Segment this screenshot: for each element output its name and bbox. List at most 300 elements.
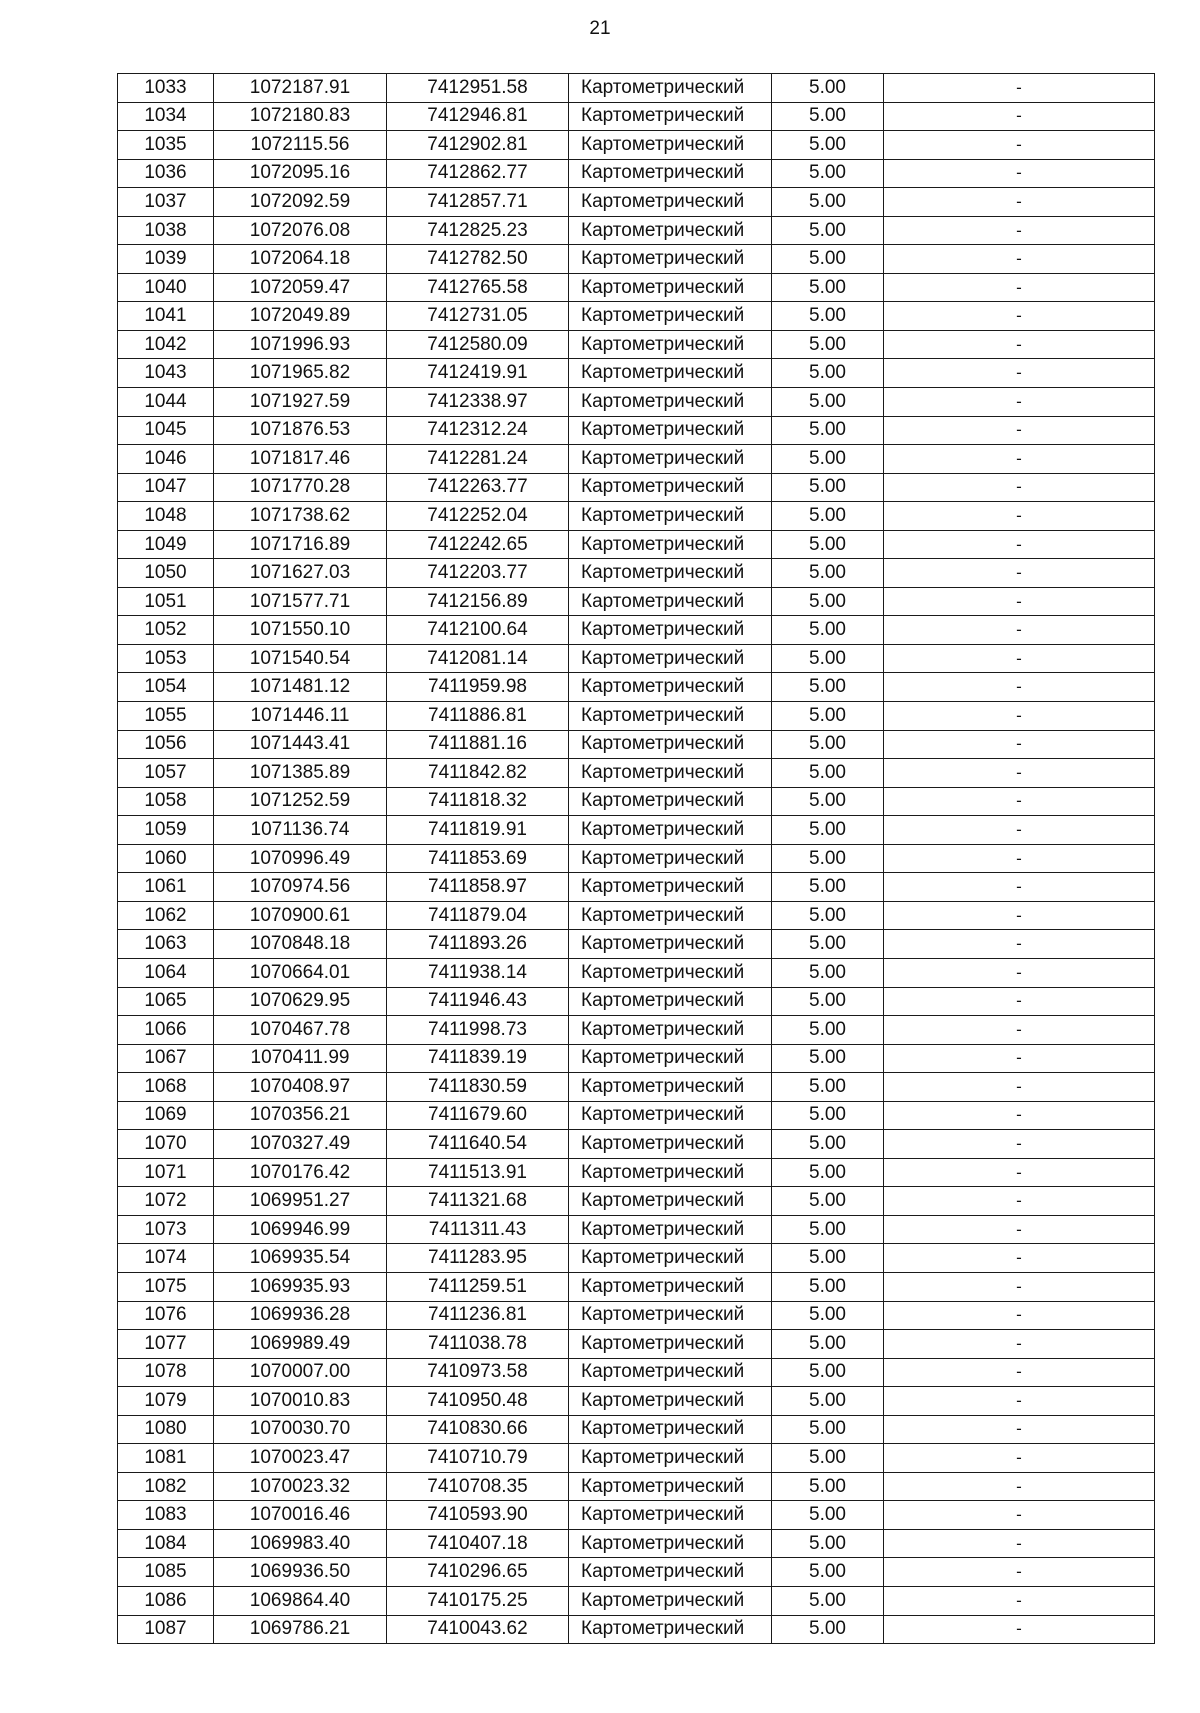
method-cell: Картометрический bbox=[569, 759, 772, 788]
method-cell: Картометрический bbox=[569, 1130, 772, 1159]
method-cell: Картометрический bbox=[569, 1615, 772, 1644]
page-number: 21 bbox=[589, 18, 611, 39]
table-row bbox=[118, 188, 1155, 217]
point-number-cell: 1086 bbox=[118, 1586, 214, 1615]
x-coordinate-cell: 1070408.97 bbox=[214, 1073, 387, 1102]
accuracy-cell: 5.00 bbox=[772, 1387, 884, 1416]
x-coordinate-cell: 1071627.03 bbox=[214, 559, 387, 588]
x-coordinate-cell: 1070411.99 bbox=[214, 1044, 387, 1073]
table-row bbox=[118, 616, 1155, 645]
x-coordinate-cell: 1071446.11 bbox=[214, 702, 387, 731]
note-cell: - bbox=[884, 1501, 1155, 1530]
accuracy-cell: 5.00 bbox=[772, 1301, 884, 1330]
coordinates-table bbox=[117, 73, 1155, 1644]
x-coordinate-cell: 1070974.56 bbox=[214, 873, 387, 902]
table-row bbox=[118, 1215, 1155, 1244]
note-cell: - bbox=[884, 1558, 1155, 1587]
y-coordinate-cell: 7412338.97 bbox=[387, 388, 569, 417]
x-coordinate-cell: 1071817.46 bbox=[214, 445, 387, 474]
method-cell: Картометрический bbox=[569, 530, 772, 559]
note-cell: - bbox=[884, 1244, 1155, 1273]
x-coordinate-cell: 1070023.32 bbox=[214, 1472, 387, 1501]
y-coordinate-cell: 7410043.62 bbox=[387, 1615, 569, 1644]
method-cell: Картометрический bbox=[569, 1272, 772, 1301]
table-row bbox=[118, 1501, 1155, 1530]
y-coordinate-cell: 7411038.78 bbox=[387, 1330, 569, 1359]
accuracy-cell: 5.00 bbox=[772, 1187, 884, 1216]
point-number-cell: 1066 bbox=[118, 1016, 214, 1045]
note-cell: - bbox=[884, 930, 1155, 959]
x-coordinate-cell: 1070467.78 bbox=[214, 1016, 387, 1045]
note-cell: - bbox=[884, 1358, 1155, 1387]
method-cell: Картометрический bbox=[569, 1444, 772, 1473]
note-cell: - bbox=[884, 245, 1155, 274]
note-cell: - bbox=[884, 1529, 1155, 1558]
x-coordinate-cell: 1071550.10 bbox=[214, 616, 387, 645]
note-cell: - bbox=[884, 1387, 1155, 1416]
point-number-cell: 1077 bbox=[118, 1330, 214, 1359]
method-cell: Картометрический bbox=[569, 188, 772, 217]
y-coordinate-cell: 7411259.51 bbox=[387, 1272, 569, 1301]
accuracy-cell: 5.00 bbox=[772, 330, 884, 359]
accuracy-cell: 5.00 bbox=[772, 587, 884, 616]
y-coordinate-cell: 7410950.48 bbox=[387, 1387, 569, 1416]
point-number-cell: 1060 bbox=[118, 844, 214, 873]
table-row bbox=[118, 74, 1155, 103]
point-number-cell: 1064 bbox=[118, 958, 214, 987]
method-cell: Картометрический bbox=[569, 216, 772, 245]
point-number-cell: 1061 bbox=[118, 873, 214, 902]
accuracy-cell: 5.00 bbox=[772, 473, 884, 502]
table-row bbox=[118, 1444, 1155, 1473]
x-coordinate-cell: 1072064.18 bbox=[214, 245, 387, 274]
note-cell: - bbox=[884, 759, 1155, 788]
x-coordinate-cell: 1069983.40 bbox=[214, 1529, 387, 1558]
accuracy-cell: 5.00 bbox=[772, 901, 884, 930]
accuracy-cell: 5.00 bbox=[772, 74, 884, 103]
table-row bbox=[118, 273, 1155, 302]
table-row bbox=[118, 473, 1155, 502]
x-coordinate-cell: 1071481.12 bbox=[214, 673, 387, 702]
accuracy-cell: 5.00 bbox=[772, 245, 884, 274]
note-cell: - bbox=[884, 1187, 1155, 1216]
note-cell: - bbox=[884, 530, 1155, 559]
y-coordinate-cell: 7412312.24 bbox=[387, 416, 569, 445]
point-number-cell: 1045 bbox=[118, 416, 214, 445]
x-coordinate-cell: 1070023.47 bbox=[214, 1444, 387, 1473]
method-cell: Картометрический bbox=[569, 502, 772, 531]
point-number-cell: 1073 bbox=[118, 1215, 214, 1244]
accuracy-cell: 5.00 bbox=[772, 673, 884, 702]
point-number-cell: 1074 bbox=[118, 1244, 214, 1273]
point-number-cell: 1085 bbox=[118, 1558, 214, 1587]
note-cell: - bbox=[884, 131, 1155, 160]
point-number-cell: 1037 bbox=[118, 188, 214, 217]
y-coordinate-cell: 7412951.58 bbox=[387, 74, 569, 103]
table-row bbox=[118, 1558, 1155, 1587]
accuracy-cell: 5.00 bbox=[772, 416, 884, 445]
note-cell: - bbox=[884, 1044, 1155, 1073]
accuracy-cell: 5.00 bbox=[772, 730, 884, 759]
method-cell: Картометрический bbox=[569, 388, 772, 417]
accuracy-cell: 5.00 bbox=[772, 759, 884, 788]
method-cell: Картометрический bbox=[569, 1158, 772, 1187]
note-cell: - bbox=[884, 702, 1155, 731]
point-number-cell: 1047 bbox=[118, 473, 214, 502]
method-cell: Картометрический bbox=[569, 1044, 772, 1073]
method-cell: Картометрический bbox=[569, 1301, 772, 1330]
point-number-cell: 1067 bbox=[118, 1044, 214, 1073]
table-row bbox=[118, 1387, 1155, 1416]
note-cell: - bbox=[884, 1130, 1155, 1159]
y-coordinate-cell: 7412252.04 bbox=[387, 502, 569, 531]
note-cell: - bbox=[884, 730, 1155, 759]
table-row bbox=[118, 1244, 1155, 1273]
table-row bbox=[118, 1272, 1155, 1301]
y-coordinate-cell: 7411858.97 bbox=[387, 873, 569, 902]
y-coordinate-cell: 7410710.79 bbox=[387, 1444, 569, 1473]
note-cell: - bbox=[884, 901, 1155, 930]
note-cell: - bbox=[884, 445, 1155, 474]
note-cell: - bbox=[884, 302, 1155, 331]
y-coordinate-cell: 7410708.35 bbox=[387, 1472, 569, 1501]
accuracy-cell: 5.00 bbox=[772, 1044, 884, 1073]
table-row bbox=[118, 1016, 1155, 1045]
table-row bbox=[118, 1529, 1155, 1558]
method-cell: Картометрический bbox=[569, 1016, 772, 1045]
point-number-cell: 1040 bbox=[118, 273, 214, 302]
y-coordinate-cell: 7411640.54 bbox=[387, 1130, 569, 1159]
x-coordinate-cell: 1070629.95 bbox=[214, 987, 387, 1016]
x-coordinate-cell: 1070848.18 bbox=[214, 930, 387, 959]
accuracy-cell: 5.00 bbox=[772, 302, 884, 331]
method-cell: Картометрический bbox=[569, 958, 772, 987]
method-cell: Картометрический bbox=[569, 816, 772, 845]
y-coordinate-cell: 7412580.09 bbox=[387, 330, 569, 359]
x-coordinate-cell: 1069786.21 bbox=[214, 1615, 387, 1644]
accuracy-cell: 5.00 bbox=[772, 1501, 884, 1530]
x-coordinate-cell: 1069936.50 bbox=[214, 1558, 387, 1587]
x-coordinate-cell: 1072049.89 bbox=[214, 302, 387, 331]
x-coordinate-cell: 1071876.53 bbox=[214, 416, 387, 445]
x-coordinate-cell: 1071540.54 bbox=[214, 644, 387, 673]
method-cell: Картометрический bbox=[569, 1073, 772, 1102]
accuracy-cell: 5.00 bbox=[772, 1244, 884, 1273]
y-coordinate-cell: 7411818.32 bbox=[387, 787, 569, 816]
accuracy-cell: 5.00 bbox=[772, 1558, 884, 1587]
accuracy-cell: 5.00 bbox=[772, 1016, 884, 1045]
table-row bbox=[118, 159, 1155, 188]
accuracy-cell: 5.00 bbox=[772, 1101, 884, 1130]
y-coordinate-cell: 7411311.43 bbox=[387, 1215, 569, 1244]
table-row bbox=[118, 673, 1155, 702]
table-row bbox=[118, 131, 1155, 160]
point-number-cell: 1082 bbox=[118, 1472, 214, 1501]
method-cell: Картометрический bbox=[569, 330, 772, 359]
x-coordinate-cell: 1071996.93 bbox=[214, 330, 387, 359]
point-number-cell: 1041 bbox=[118, 302, 214, 331]
y-coordinate-cell: 7410407.18 bbox=[387, 1529, 569, 1558]
table-row bbox=[118, 759, 1155, 788]
y-coordinate-cell: 7411959.98 bbox=[387, 673, 569, 702]
accuracy-cell: 5.00 bbox=[772, 1415, 884, 1444]
y-coordinate-cell: 7412765.58 bbox=[387, 273, 569, 302]
table-row bbox=[118, 102, 1155, 131]
accuracy-cell: 5.00 bbox=[772, 958, 884, 987]
point-number-cell: 1039 bbox=[118, 245, 214, 274]
table-row bbox=[118, 1330, 1155, 1359]
note-cell: - bbox=[884, 1073, 1155, 1102]
method-cell: Картометрический bbox=[569, 901, 772, 930]
point-number-cell: 1033 bbox=[118, 74, 214, 103]
note-cell: - bbox=[884, 644, 1155, 673]
note-cell: - bbox=[884, 188, 1155, 217]
point-number-cell: 1087 bbox=[118, 1615, 214, 1644]
x-coordinate-cell: 1070900.61 bbox=[214, 901, 387, 930]
point-number-cell: 1050 bbox=[118, 559, 214, 588]
point-number-cell: 1046 bbox=[118, 445, 214, 474]
accuracy-cell: 5.00 bbox=[772, 359, 884, 388]
note-cell: - bbox=[884, 473, 1155, 502]
table-row bbox=[118, 330, 1155, 359]
table-row bbox=[118, 1301, 1155, 1330]
table-row bbox=[118, 1586, 1155, 1615]
accuracy-cell: 5.00 bbox=[772, 1158, 884, 1187]
note-cell: - bbox=[884, 787, 1155, 816]
table-row bbox=[118, 1187, 1155, 1216]
y-coordinate-cell: 7411886.81 bbox=[387, 702, 569, 731]
table-row bbox=[118, 245, 1155, 274]
note-cell: - bbox=[884, 1586, 1155, 1615]
accuracy-cell: 5.00 bbox=[772, 388, 884, 417]
x-coordinate-cell: 1070010.83 bbox=[214, 1387, 387, 1416]
x-coordinate-cell: 1069989.49 bbox=[214, 1330, 387, 1359]
note-cell: - bbox=[884, 1444, 1155, 1473]
point-number-cell: 1068 bbox=[118, 1073, 214, 1102]
method-cell: Картометрический bbox=[569, 1330, 772, 1359]
table-row bbox=[118, 1415, 1155, 1444]
method-cell: Картометрический bbox=[569, 702, 772, 731]
x-coordinate-cell: 1072187.91 bbox=[214, 74, 387, 103]
x-coordinate-cell: 1072092.59 bbox=[214, 188, 387, 217]
accuracy-cell: 5.00 bbox=[772, 844, 884, 873]
table-row bbox=[118, 445, 1155, 474]
table-row bbox=[118, 302, 1155, 331]
table-row bbox=[118, 930, 1155, 959]
point-number-cell: 1052 bbox=[118, 616, 214, 645]
accuracy-cell: 5.00 bbox=[772, 1073, 884, 1102]
point-number-cell: 1069 bbox=[118, 1101, 214, 1130]
accuracy-cell: 5.00 bbox=[772, 787, 884, 816]
y-coordinate-cell: 7411321.68 bbox=[387, 1187, 569, 1216]
accuracy-cell: 5.00 bbox=[772, 559, 884, 588]
table-row bbox=[118, 1615, 1155, 1644]
y-coordinate-cell: 7411819.91 bbox=[387, 816, 569, 845]
y-coordinate-cell: 7411879.04 bbox=[387, 901, 569, 930]
x-coordinate-cell: 1071252.59 bbox=[214, 787, 387, 816]
note-cell: - bbox=[884, 388, 1155, 417]
x-coordinate-cell: 1072095.16 bbox=[214, 159, 387, 188]
accuracy-cell: 5.00 bbox=[772, 530, 884, 559]
table-row bbox=[118, 216, 1155, 245]
note-cell: - bbox=[884, 159, 1155, 188]
note-cell: - bbox=[884, 559, 1155, 588]
point-number-cell: 1048 bbox=[118, 502, 214, 531]
table-row bbox=[118, 416, 1155, 445]
method-cell: Картометрический bbox=[569, 559, 772, 588]
method-cell: Картометрический bbox=[569, 245, 772, 274]
accuracy-cell: 5.00 bbox=[772, 502, 884, 531]
y-coordinate-cell: 7411513.91 bbox=[387, 1158, 569, 1187]
method-cell: Картометрический bbox=[569, 159, 772, 188]
x-coordinate-cell: 1070030.70 bbox=[214, 1415, 387, 1444]
y-coordinate-cell: 7412419.91 bbox=[387, 359, 569, 388]
method-cell: Картометрический bbox=[569, 302, 772, 331]
point-number-cell: 1063 bbox=[118, 930, 214, 959]
table-row bbox=[118, 787, 1155, 816]
note-cell: - bbox=[884, 1472, 1155, 1501]
method-cell: Картометрический bbox=[569, 74, 772, 103]
y-coordinate-cell: 7411938.14 bbox=[387, 958, 569, 987]
method-cell: Картометрический bbox=[569, 131, 772, 160]
point-number-cell: 1043 bbox=[118, 359, 214, 388]
x-coordinate-cell: 1072059.47 bbox=[214, 273, 387, 302]
table-row bbox=[118, 730, 1155, 759]
point-number-cell: 1062 bbox=[118, 901, 214, 930]
method-cell: Картометрический bbox=[569, 1415, 772, 1444]
note-cell: - bbox=[884, 987, 1155, 1016]
point-number-cell: 1083 bbox=[118, 1501, 214, 1530]
x-coordinate-cell: 1072180.83 bbox=[214, 102, 387, 131]
y-coordinate-cell: 7412857.71 bbox=[387, 188, 569, 217]
accuracy-cell: 5.00 bbox=[772, 702, 884, 731]
method-cell: Картометрический bbox=[569, 1501, 772, 1530]
table-row bbox=[118, 644, 1155, 673]
point-number-cell: 1070 bbox=[118, 1130, 214, 1159]
method-cell: Картометрический bbox=[569, 1187, 772, 1216]
method-cell: Картометрический bbox=[569, 1244, 772, 1273]
accuracy-cell: 5.00 bbox=[772, 1615, 884, 1644]
note-cell: - bbox=[884, 359, 1155, 388]
x-coordinate-cell: 1070996.49 bbox=[214, 844, 387, 873]
point-number-cell: 1056 bbox=[118, 730, 214, 759]
y-coordinate-cell: 7412862.77 bbox=[387, 159, 569, 188]
accuracy-cell: 5.00 bbox=[772, 616, 884, 645]
y-coordinate-cell: 7412782.50 bbox=[387, 245, 569, 274]
y-coordinate-cell: 7411946.43 bbox=[387, 987, 569, 1016]
y-coordinate-cell: 7410296.65 bbox=[387, 1558, 569, 1587]
accuracy-cell: 5.00 bbox=[772, 445, 884, 474]
accuracy-cell: 5.00 bbox=[772, 1586, 884, 1615]
note-cell: - bbox=[884, 1101, 1155, 1130]
accuracy-cell: 5.00 bbox=[772, 644, 884, 673]
point-number-cell: 1054 bbox=[118, 673, 214, 702]
note-cell: - bbox=[884, 1016, 1155, 1045]
x-coordinate-cell: 1070327.49 bbox=[214, 1130, 387, 1159]
method-cell: Картометрический bbox=[569, 873, 772, 902]
method-cell: Картометрический bbox=[569, 445, 772, 474]
y-coordinate-cell: 7410973.58 bbox=[387, 1358, 569, 1387]
table-row bbox=[118, 559, 1155, 588]
method-cell: Картометрический bbox=[569, 473, 772, 502]
point-number-cell: 1042 bbox=[118, 330, 214, 359]
point-number-cell: 1065 bbox=[118, 987, 214, 1016]
y-coordinate-cell: 7411679.60 bbox=[387, 1101, 569, 1130]
y-coordinate-cell: 7412156.89 bbox=[387, 587, 569, 616]
note-cell: - bbox=[884, 958, 1155, 987]
accuracy-cell: 5.00 bbox=[772, 1272, 884, 1301]
method-cell: Картометрический bbox=[569, 1358, 772, 1387]
y-coordinate-cell: 7411998.73 bbox=[387, 1016, 569, 1045]
accuracy-cell: 5.00 bbox=[772, 816, 884, 845]
x-coordinate-cell: 1071577.71 bbox=[214, 587, 387, 616]
note-cell: - bbox=[884, 502, 1155, 531]
method-cell: Картометрический bbox=[569, 1558, 772, 1587]
x-coordinate-cell: 1071738.62 bbox=[214, 502, 387, 531]
method-cell: Картометрический bbox=[569, 1215, 772, 1244]
method-cell: Картометрический bbox=[569, 730, 772, 759]
method-cell: Картометрический bbox=[569, 1387, 772, 1416]
table-row bbox=[118, 1358, 1155, 1387]
y-coordinate-cell: 7411283.95 bbox=[387, 1244, 569, 1273]
y-coordinate-cell: 7411839.19 bbox=[387, 1044, 569, 1073]
y-coordinate-cell: 7412731.05 bbox=[387, 302, 569, 331]
y-coordinate-cell: 7410175.25 bbox=[387, 1586, 569, 1615]
note-cell: - bbox=[884, 844, 1155, 873]
method-cell: Картометрический bbox=[569, 1586, 772, 1615]
point-number-cell: 1036 bbox=[118, 159, 214, 188]
table-row bbox=[118, 1101, 1155, 1130]
note-cell: - bbox=[884, 1415, 1155, 1444]
x-coordinate-cell: 1071927.59 bbox=[214, 388, 387, 417]
y-coordinate-cell: 7412281.24 bbox=[387, 445, 569, 474]
accuracy-cell: 5.00 bbox=[772, 273, 884, 302]
x-coordinate-cell: 1070356.21 bbox=[214, 1101, 387, 1130]
table-row bbox=[118, 873, 1155, 902]
y-coordinate-cell: 7412825.23 bbox=[387, 216, 569, 245]
table-row bbox=[118, 1158, 1155, 1187]
note-cell: - bbox=[884, 1215, 1155, 1244]
x-coordinate-cell: 1070176.42 bbox=[214, 1158, 387, 1187]
table-row bbox=[118, 1130, 1155, 1159]
table-row bbox=[118, 388, 1155, 417]
x-coordinate-cell: 1069935.93 bbox=[214, 1272, 387, 1301]
x-coordinate-cell: 1071965.82 bbox=[214, 359, 387, 388]
x-coordinate-cell: 1071136.74 bbox=[214, 816, 387, 845]
table-row bbox=[118, 1472, 1155, 1501]
method-cell: Картометрический bbox=[569, 1472, 772, 1501]
y-coordinate-cell: 7412100.64 bbox=[387, 616, 569, 645]
x-coordinate-cell: 1070007.00 bbox=[214, 1358, 387, 1387]
y-coordinate-cell: 7411830.59 bbox=[387, 1073, 569, 1102]
method-cell: Картометрический bbox=[569, 102, 772, 131]
point-number-cell: 1035 bbox=[118, 131, 214, 160]
method-cell: Картометрический bbox=[569, 359, 772, 388]
x-coordinate-cell: 1071716.89 bbox=[214, 530, 387, 559]
y-coordinate-cell: 7412203.77 bbox=[387, 559, 569, 588]
x-coordinate-cell: 1069936.28 bbox=[214, 1301, 387, 1330]
note-cell: - bbox=[884, 587, 1155, 616]
y-coordinate-cell: 7411842.82 bbox=[387, 759, 569, 788]
y-coordinate-cell: 7412946.81 bbox=[387, 102, 569, 131]
accuracy-cell: 5.00 bbox=[772, 1358, 884, 1387]
point-number-cell: 1049 bbox=[118, 530, 214, 559]
note-cell: - bbox=[884, 616, 1155, 645]
note-cell: - bbox=[884, 1272, 1155, 1301]
note-cell: - bbox=[884, 416, 1155, 445]
x-coordinate-cell: 1069946.99 bbox=[214, 1215, 387, 1244]
point-number-cell: 1071 bbox=[118, 1158, 214, 1187]
